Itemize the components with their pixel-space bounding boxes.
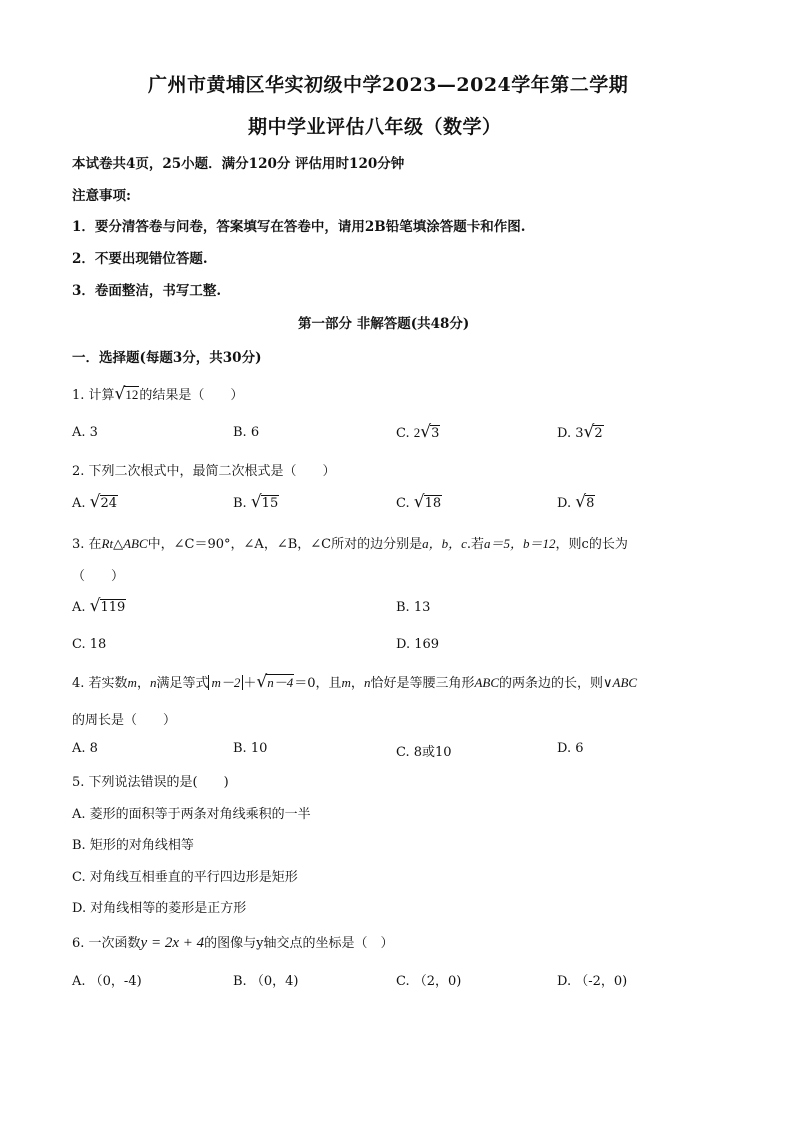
- note-item-3: 3．卷面整洁，书写工整.: [72, 283, 222, 299]
- page-title-line2: 期中学业评估八年级（数学）: [248, 116, 502, 138]
- q6-option-a[interactable]: A. （0，-4): [72, 974, 142, 989]
- q4-option-a[interactable]: A. 8: [72, 741, 98, 756]
- question-3: 3. 在Rt△ABC中，∠C＝90°，∠A，∠B，∠C所对的边分别是a，b，c.若a＝5，b＝12，则c的长为: [72, 536, 628, 552]
- q6-option-b[interactable]: B. （0，4): [233, 974, 299, 989]
- question-4: 4. 若实数m，n满足等式 m－2 ＋√n－4＝0，且m，n恰好是等腰三角形ABC的两条边的长，则∨ABC: [72, 672, 638, 692]
- section1-heading: 一．选择题(每题3分，共30分): [72, 350, 262, 366]
- q2-option-c[interactable]: C. √18: [396, 492, 442, 512]
- q6-option-d[interactable]: D. （-2，0): [557, 974, 628, 989]
- q2-option-a[interactable]: A. √24: [72, 492, 118, 512]
- q3-option-d[interactable]: D. 169: [396, 637, 440, 652]
- question-2: 2. 下列二次根式中，最简二次根式是（ ）: [72, 464, 336, 479]
- q4-option-d[interactable]: D. 6: [557, 741, 584, 756]
- q3-option-c[interactable]: C. 18: [72, 637, 107, 652]
- q5-option-d[interactable]: D. 对角线相等的菱形是正方形: [72, 901, 247, 916]
- q5-option-a[interactable]: A. 菱形的面积等于两条对角线乘积的一半: [72, 807, 311, 822]
- q4-option-b[interactable]: B. 10: [233, 741, 268, 756]
- q1-option-c[interactable]: C. 2√3: [396, 422, 440, 442]
- linear-function: y = 2x + 4: [140, 935, 205, 951]
- q1-option-b[interactable]: B. 6: [233, 425, 260, 440]
- question-3-blank: （ ）: [72, 569, 125, 584]
- q1-option-a[interactable]: A. 3: [72, 425, 98, 440]
- q5-option-c[interactable]: C. 对角线互相垂直的平行四边形是矩形: [72, 870, 298, 885]
- question-1-stem: 1. 计算: [72, 388, 115, 403]
- note-item-2: 2．不要出现错位答题.: [72, 251, 208, 267]
- question-1: 1. 计算√12的结果是（ ）: [72, 384, 244, 404]
- q2-option-b[interactable]: B. √15: [233, 492, 279, 512]
- q1-option-d[interactable]: D. 3√2: [557, 422, 603, 442]
- question-6: 6. 一次函数y = 2x + 4的图像与y轴交点的坐标是（ ）: [72, 935, 394, 951]
- q6-option-c[interactable]: C. （2，0): [396, 974, 462, 989]
- q4-option-c[interactable]: C. 8或10: [396, 745, 452, 760]
- abs-value-expr: m－2: [208, 675, 243, 690]
- q3-option-b[interactable]: B. 13: [396, 600, 431, 615]
- notes-heading: 注意事项:: [72, 188, 131, 204]
- sqrt-12: √12: [114, 384, 139, 404]
- question-4-line2: 的周长是（ ）: [72, 713, 177, 728]
- page-title-line1: 广州市黄埔区华实初级中学2023—2024学年第二学期: [148, 74, 629, 96]
- question-5: 5. 下列说法错误的是( ): [72, 775, 229, 790]
- exam-info: 本试卷共4页，25小题．满分120分 评估用时120分钟: [72, 156, 405, 172]
- q2-option-d[interactable]: D. √8: [557, 492, 595, 512]
- q5-option-b[interactable]: B. 矩形的对角线相等: [72, 838, 194, 853]
- part1-heading: 第一部分 非解答题(共48分): [298, 316, 470, 332]
- note-item-1: 1．要分清答卷与问卷，答案填写在答卷中，请用2B铅笔填涂答题卡和作图.: [72, 219, 526, 235]
- q3-option-a[interactable]: A. √119: [72, 596, 126, 616]
